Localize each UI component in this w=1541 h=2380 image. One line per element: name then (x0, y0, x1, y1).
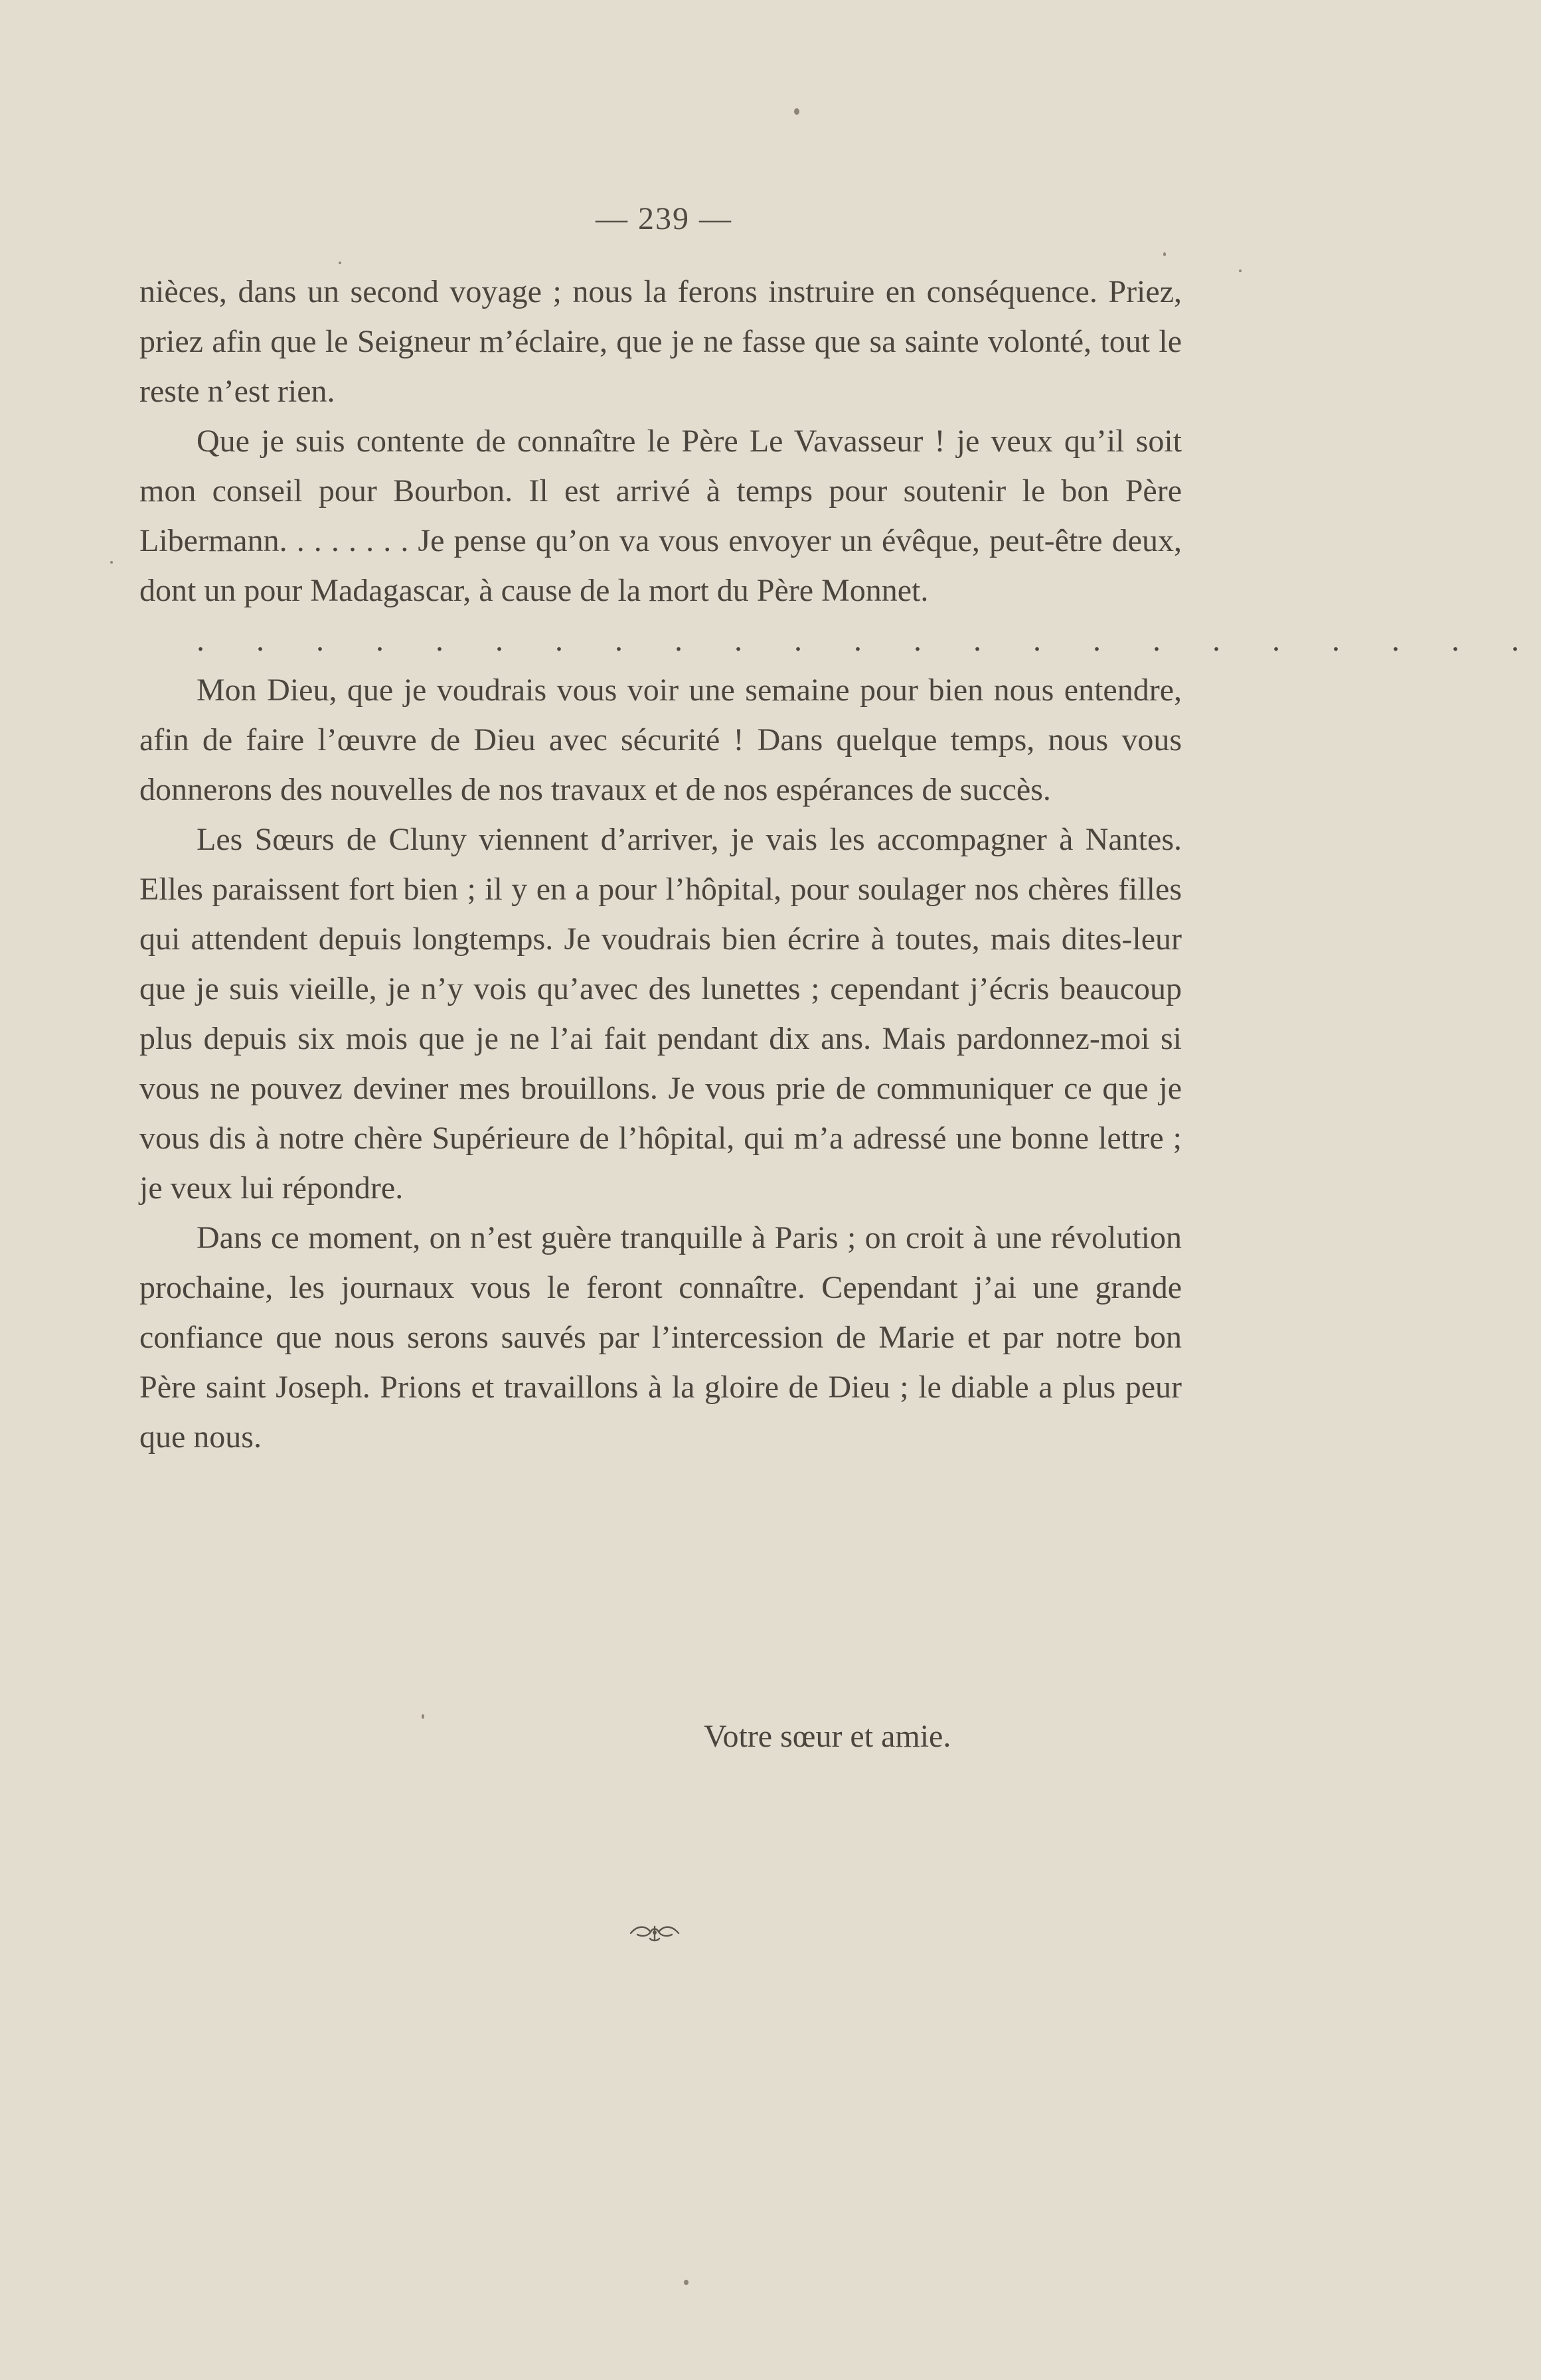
paragraph-vavasseur: Que je suis contente de connaître le Père Le Vavasseur ! je veux qu’il soit mon conseil pour Bourbon. Il est arrivé à temps pour soutenir le bon Père Libermann. . . . . . . . Je pense qu’on va vous envoyer un évêque, peut-être deux, dont un pour Madagascar, à cause de la mort du Père Monnet. (139, 424, 1182, 608)
paragraph-continuation: nièces, dans un second voyage ; nous la ferons instruire en conséquence. Priez, priez afin que le Seigneur m’éclaire, que je ne fasse que sa sainte volonté, tout le reste n’est rien. (139, 274, 1182, 409)
paper-speck (110, 561, 113, 564)
letter-body (139, 267, 1541, 1462)
paper-speck (1239, 270, 1242, 272)
paper-speck (684, 2280, 689, 2285)
paragraph-soeurs-de-cluny: Les Sœurs de Cluny viennent d’arriver, je vais les accompagner à Nantes. Elles paraissent fort bien ; il y en a pour l’hôpital, pour soulager nos chères filles qui attendent depuis longtemps. Je voudrais bien écrire à toutes, mais dites-leur que je suis vieille, je n’y vois qu’avec des lunettes ; cependant j’écris beaucoup plus depuis six mois que je ne l’ai fait pendant dix ans. Mais pardonnez-moi si vous ne pouvez deviner mes brouillons. Je vous prie de communiquer ce que je vous dis à notre chère Supérieure de l’hôpital, qui m’a adressé une bonne lettre ; je veux lui répondre. (139, 822, 1182, 1206)
paragraph-mon-dieu: Mon Dieu, que je voudrais vous voir une semaine pour bien nous entendre, afin de faire l’œuvre de Dieu avec sécurité ! Dans quelque temps, nous vous donnerons des nouvelles de nos travaux et de nos espérances de succès. (139, 673, 1182, 807)
omission-ellipsis: . . . . . . . . . . . . . . . . . . . . . . . (197, 623, 1541, 658)
page-number: — 239 — (596, 201, 732, 236)
paper-speck (422, 1714, 424, 1719)
paper-speck (794, 108, 799, 115)
paper-speck (339, 262, 341, 264)
paragraph-paris: Dans ce moment, on n’est guère tranquille à Paris ; on croit à une révolution prochaine, les journaux vous le feront connaître. Cependant j’ai une grande confiance que nous serons sauvés par l’intercession de Marie et par notre bon Père saint Joseph. Prions et travaillons à la gloire de Dieu ; le diable a plus peur que nous. (139, 1220, 1182, 1455)
paper-speck (1163, 252, 1166, 256)
letter-closing: Votre sœur et amie. (704, 1719, 951, 1754)
fleuron-ornament-icon (628, 1921, 681, 1944)
